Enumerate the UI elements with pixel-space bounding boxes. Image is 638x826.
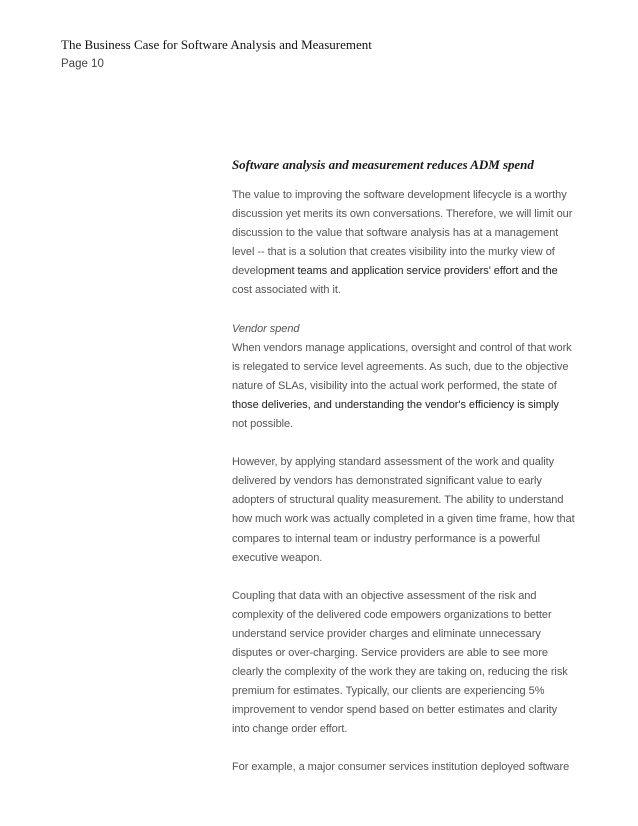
paragraph-assessment <box>232 453 575 568</box>
paragraph-line: When vendors manage applications, oversight and control of that work <box>232 341 572 354</box>
paragraph-line: clearly the complexity of the work they are taking on, reducing the risk <box>232 666 568 679</box>
paragraph-line: compares to internal team or industry performance is a powerful <box>232 532 541 545</box>
paragraph-line: improvement to vendor spend based on better estimates and clarity <box>232 704 558 717</box>
paragraph-line: how much work was actually completed in a given time frame, how that <box>232 513 575 526</box>
paragraph-line: For example, a major consumer services institution deployed software <box>232 761 570 774</box>
document-title: The Business Case for Software Analysis and Measurement <box>61 37 372 52</box>
paragraph-line: understand service provider charges and eliminate unnecessary <box>232 627 541 640</box>
paragraph-line: is relegated to service level agreements. As such, due to the objective <box>232 360 569 373</box>
page-number: Page 10 <box>61 58 104 70</box>
paragraph-line: complexity of the delivered code empowers organizations to better <box>232 608 552 621</box>
page-header <box>61 37 372 71</box>
line-segment: develo <box>232 265 265 278</box>
main-content <box>232 156 575 797</box>
paragraph-line: nature of SLAs, visibility into the actual work performed, the state of <box>232 379 557 392</box>
paragraph-line: premium for estimates. Typically, our clients are experiencing 5% <box>232 685 545 698</box>
paragraph-line: discussion yet merits its own conversations. Therefore, we will limit our <box>232 208 573 221</box>
paragraph-line: The value to improving the software development lifecycle is a worthy <box>232 189 567 201</box>
paragraph-line: those deliveries, and understanding the vendor's efficiency is simply <box>232 398 559 411</box>
paragraph-intro <box>232 186 572 301</box>
paragraph-line: adopters of structural quality measurement. The ability to understand <box>232 494 564 507</box>
paragraph-example <box>232 758 572 777</box>
paragraph-line: executive weapon. <box>232 551 323 564</box>
paragraph-vendor-spend <box>232 320 572 435</box>
paragraph-coupling <box>232 587 572 740</box>
paragraph-line: cost associated with it. <box>232 284 341 297</box>
line-segment-dark: pment teams and application service providers' effort and the <box>264 265 558 278</box>
paragraph-line: discussion to the value that software analysis has at a management <box>232 227 559 240</box>
paragraph-line: disputes or over-charging. Service providers are able to see more <box>232 646 548 659</box>
paragraph-line: level -- that is a solution that creates visibility into the murky view of <box>232 246 555 259</box>
paragraph-line: However, by applying standard assessment of the work and quality <box>232 456 555 469</box>
paragraph-line: delivered by vendors has demonstrated significant value to early <box>232 475 542 488</box>
paragraph-line: not possible. <box>232 418 294 431</box>
paragraph-line <box>232 262 572 281</box>
paragraph-line: Coupling that data with an objective assessment of the risk and <box>232 589 537 602</box>
section-heading: Software analysis and measurement reduces ADM spend <box>232 157 534 172</box>
paragraph-line: into change order effort. <box>232 723 348 736</box>
subheading-vendor-spend: Vendor spend <box>232 322 300 335</box>
